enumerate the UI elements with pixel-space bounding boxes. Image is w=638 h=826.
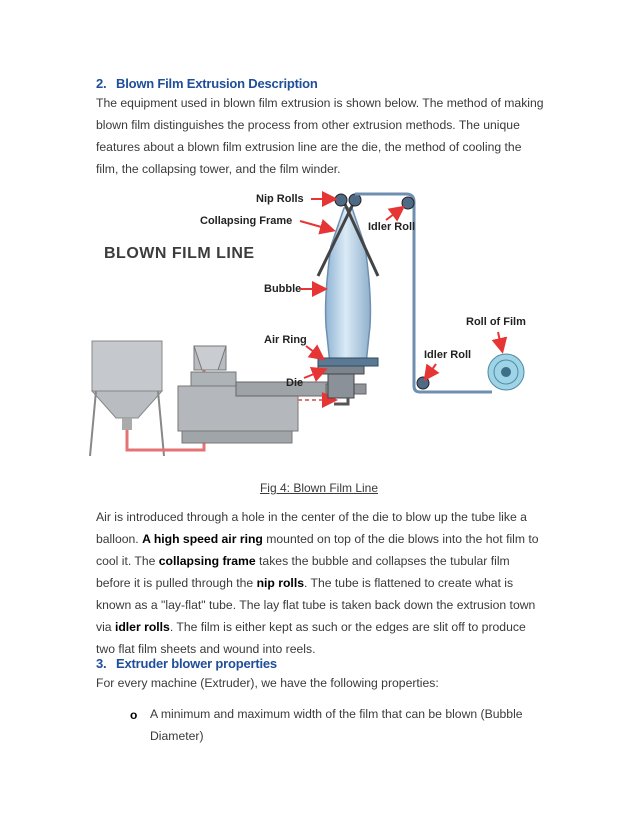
term-air-ring: A high speed air ring [142, 532, 263, 546]
section-number: 2. [96, 76, 107, 91]
term-collapsing-frame: collapsing frame [158, 554, 256, 568]
nip-roll [335, 194, 347, 206]
figure-title: BLOWN FILM LINE [104, 245, 255, 262]
term-idler-rolls: idler rolls [114, 620, 170, 634]
blown-film-line-figure [86, 186, 546, 478]
label-collapsing-frame: Collapsing Frame [200, 215, 293, 227]
roll-of-film [488, 354, 524, 390]
label-nip-rolls: Nip Rolls [256, 193, 304, 205]
arrow [386, 208, 402, 220]
arrow [300, 221, 332, 230]
section-3-intro: For every machine (Extruder), we have the following properties: [96, 676, 439, 690]
section-number: 3. [96, 656, 107, 671]
arrow [306, 346, 322, 358]
arrow [498, 332, 502, 350]
nip-roll [349, 194, 361, 206]
figure-caption: Fig 4: Blown Film Line [259, 481, 379, 495]
idler-roll-bottom [417, 377, 429, 389]
arrow [426, 364, 436, 378]
section-3-heading [96, 656, 277, 671]
film-bubble [326, 208, 371, 364]
air-ring [318, 358, 378, 366]
section-2-paragraph: The equipment used in blown film extrusion is shown below. The method of making blown film distinguishes the process from other extrusion methods. The unique features about a blown film extrusion line are the die, the method of cooling the film, the collapsing tower, and the film winder. [96, 96, 544, 176]
section-2-heading [96, 76, 318, 91]
bullet-marker: o [130, 708, 138, 722]
section-2-paragraph-2: Air is introduced through a hole in the center of the die to blow up the tube like a balloon. A high speed air ring mounted on top of the die blows into the hot film to cool it. The collapsing frame takes the bubble and collapses the tubular film before it is pulled through the nip rolls. The tube is flattened to create what is known as a "lay-flat" tube. The lay flat tube is taken back down the extrusion town via idler rolls. The film is either kept as such or the edges are slit off to produce two flat film sheets and wound into reels. [96, 510, 539, 656]
label-idler-roll-top: Idler Roll [368, 221, 416, 233]
label-idler-roll-bottom: Idler Roll [424, 349, 472, 361]
label-bubble: Bubble [264, 283, 302, 295]
term-nip-rolls: nip rolls [256, 576, 304, 590]
bullet-item: A minimum and maximum width of the film that can be blown (Bubble Diameter) [150, 707, 523, 743]
section-title: Extruder blower properties [116, 656, 277, 671]
label-air-ring: Air Ring [264, 334, 307, 346]
idler-roll-top [402, 197, 414, 209]
section-title: Blown Film Extrusion Description [116, 76, 318, 91]
label-roll-of-film: Roll of Film [466, 316, 526, 328]
label-die: Die [286, 377, 304, 389]
